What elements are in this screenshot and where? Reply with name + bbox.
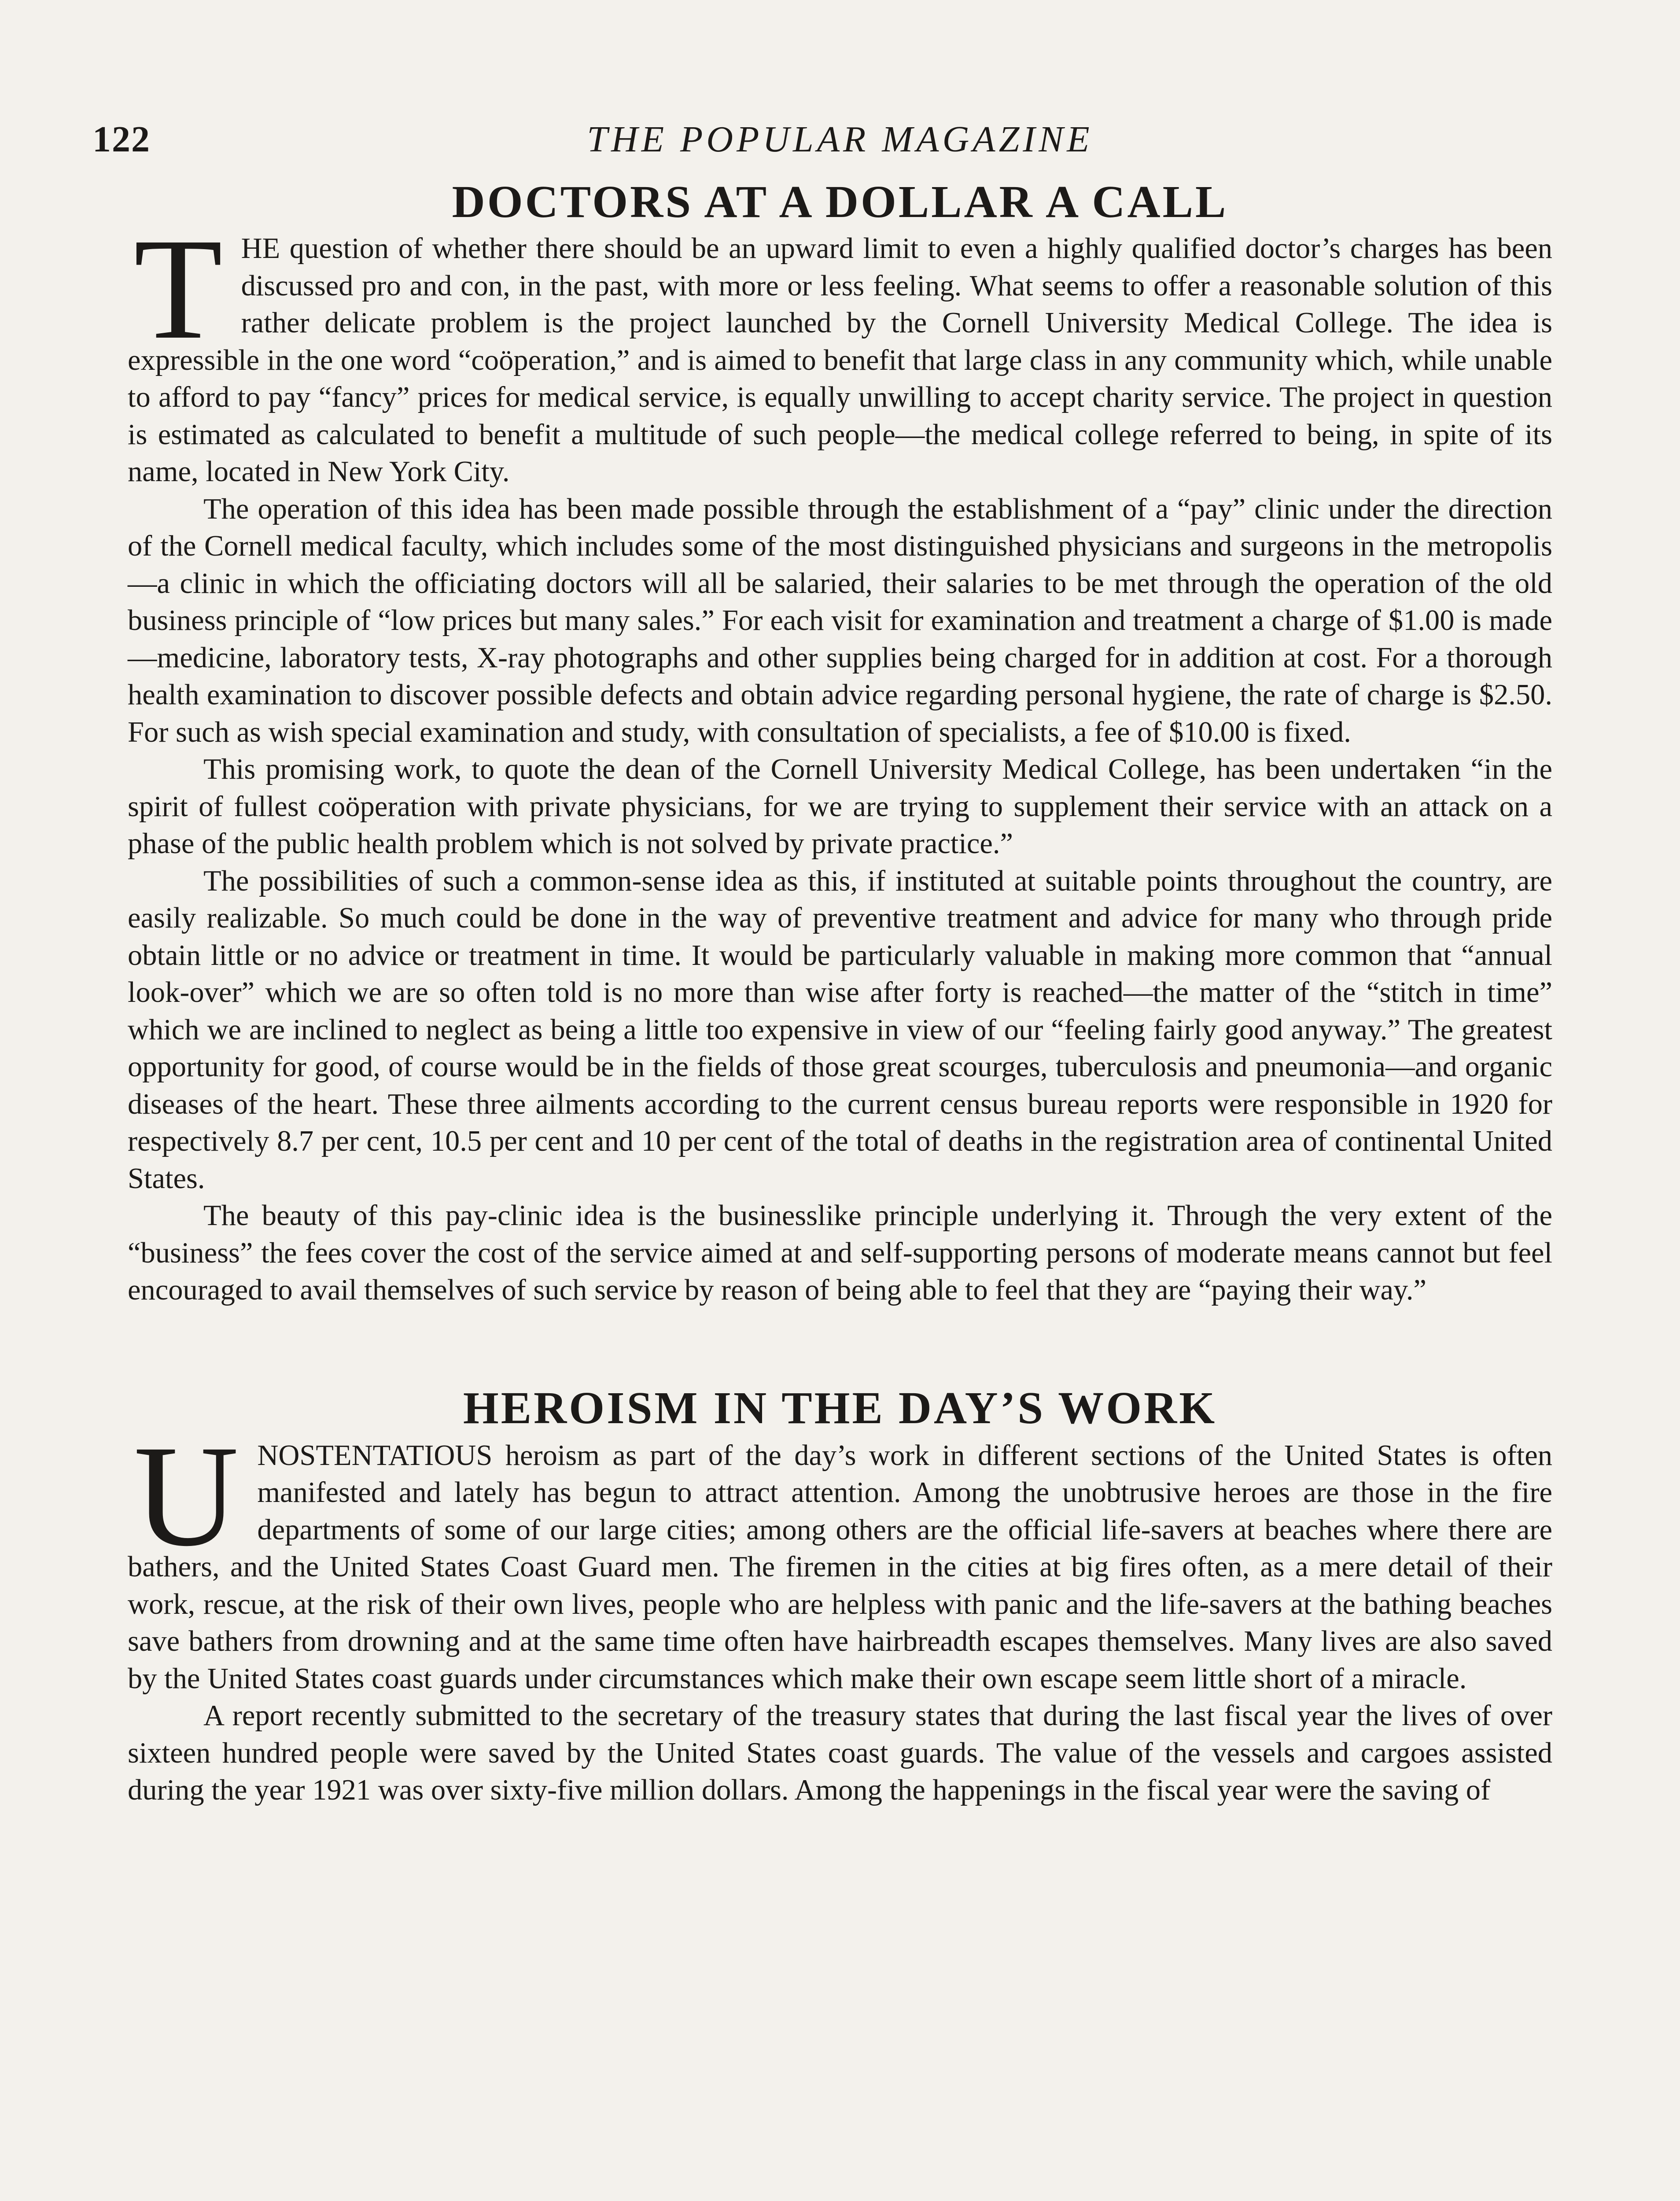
paragraph-text: NOSTENTATIOUS heroism as part of the day’s work in different sections of the United States is often manifested and lately has begun to attract attention. Among the unobtrusive heroes are those in the fire departments of some of our large cities; among others are the official life-savers at beaches where there are bathers, and the United States Coast Guard men. The firemen in the cities at big fires often, as a mere detail of their work, rescue, at the risk of their own lives, people who are helpless with panic and the life-savers at the bathing beaches save bathers from drowning and at the same time often have hairbreadth escapes themselves. Many lives are also saved by the United States coast guards under circumstances which make their own escape seem little short of a miracle. <box>128 1439 1552 1695</box>
magazine-page <box>92 110 1552 1809</box>
drop-cap: U <box>134 1415 239 1576</box>
article-paragraph <box>128 209 1552 491</box>
article-doctors <box>128 178 1552 1309</box>
magazine-title: THE POPULAR MAGAZINE <box>587 119 1093 160</box>
page-number: 122 <box>92 119 151 160</box>
article-paragraph: The operation of this idea has been made possible through the establishment of a “pay” clinic under the direction of the Cornell medical faculty, which includes some of the most distinguished physicians and surgeons in the metropolis—a clinic in which the officiating doctors will all be salaried, their salaries to be met through the operation of the old business principle of “low prices but many sales.” For each visit for examination and treatment a charge of $1.00 is made—medicine, laboratory tests, X-ray photographs and other supplies being charged for in addition at cost. For a thorough health examination to discover possible defects and obtain advice regarding personal hygiene, the rate of charge is $2.50. For such as wish special examination and study, with consultation of specialists, a fee of $10.00 is fixed. <box>128 493 1552 748</box>
paragraph-text: HE question of whether there should be an upward limit to even a highly qualified doctor’s charges has been discussed pro and con, in the past, with more or less feeling. What seems to offer a reasonable solution of this rather delicate problem is the project launched by the Cornell University Medical College. The idea is expressible in the one word “coöperation,” and is aimed to benefit that large class in any community which, while unable to afford to pay “fancy” prices for medical service, is equally unwilling to accept charity service. The project in question is estimated as calculated to benefit a multitude of such people—the medical college referred to being, in spite of its name, located in New York City. <box>128 232 1552 488</box>
article-paragraph: This promising work, to quote the dean of the Cornell University Medical College, has been undertaken “in the spirit of fullest coöperation with private physicians, for we are trying to supplement their service with an attack on a phase of the public health problem which is not solved by private practice.” <box>128 753 1552 860</box>
article-paragraph: The possibilities of such a common-sense idea as this, if instituted at suitable points throughout the country, are easily realizable. So much could be done in the way of preventive treatment and advice for many who through pride obtain little or no advice or treatment in time. It would be particularly valuable in making more common that “annual look-over” which we are so often told is no more than wise after forty is reached—the matter of the “stitch in time” which we are inclined to neglect as being a little too expensive in view of our “feeling fairly good anyway.” The greatest opportunity for good, of course would be in the fields of those great scourges, tuberculosis and pneumonia—and organic diseases of the heart. These three ailments according to the current census bureau reports were responsible in 1920 for respectively 8.7 per cent, 10.5 per cent and 10 per cent of the total of deaths in the registration area of continental United States. <box>128 865 1552 1195</box>
running-head <box>92 110 1552 172</box>
article-title: DOCTORS AT A DOLLAR A CALL <box>452 177 1228 227</box>
article-paragraph: A report recently submitted to the secretary of the treasury states that during the last fiscal year the lives of over sixteen hundred people were saved by the United States coast guards. The value of the vessels and cargoes assisted during the year 1921 was over sixty-five million dollars. Among the happenings in the fiscal year were the saving of <box>128 1700 1552 1807</box>
article-paragraph: The beauty of this pay-clinic idea is the businesslike principle underlying it. Through the very extent of the “business” the fees cover the cost of the service aimed at and self-supporting persons of moderate means cannot but feel encouraged to avail themselves of such service by reason of being able to feel that they are “paying their way.” <box>128 1200 1552 1307</box>
article-title: HEROISM IN THE DAY’S WORK <box>463 1382 1217 1433</box>
article-paragraph <box>128 1415 1552 1698</box>
drop-cap: T <box>134 209 223 370</box>
article-heroism <box>128 1384 1552 1809</box>
